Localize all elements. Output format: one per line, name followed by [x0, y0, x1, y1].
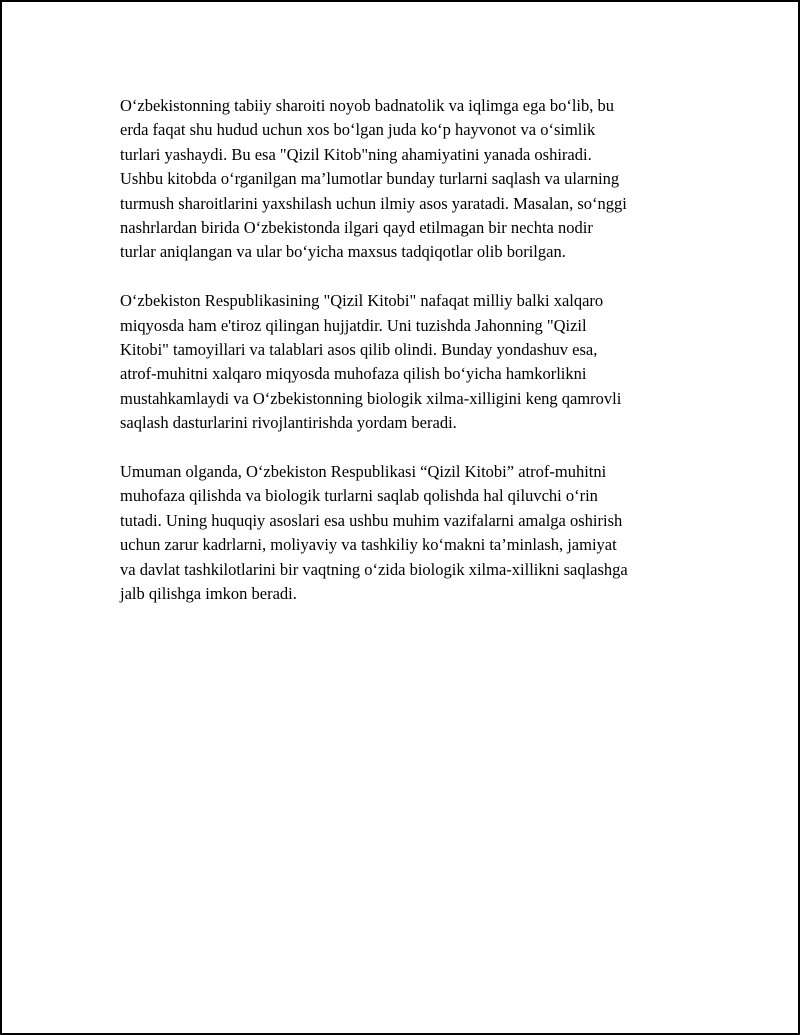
paragraph-2: O‘zbekiston Respublikasining "Qizil Kitobi" nafaqat milliy balki xalqaro miqyosda ham e'tiroz qilingan hujjatdir. Uni tuzishda Jahonning "Qizil Kitobi" tamoyillari va talablari asos qilib olindi. Bunday yondashuv esa, atrof-muhitni xalqaro miqyosda muhofaza qilish bo‘yicha hamkorlikni mustahkamlaydi va O‘zbekistonning biologik xilma-xilligini keng qamrovli saqlash dasturlarini rivojlantirishda yordam beradi.: [120, 291, 622, 433]
paragraph-3: Umuman olganda, O‘zbekiston Respublikasi “Qizil Kitobi” atrof-muhitni muhofaza qilishda va biologik turlarni saqlab qolishda hal qiluvchi o‘rin tutadi. Uning huquqiy asoslari esa ushbu muhim vazifalarni amalga oshirish uchun zarur kadrlarni, moliyaviy va tashkiliy ko‘makni ta’minlash, jamiyat va davlat tashkilotlarini bir vaqtning o‘zida biologik xilma-xillikni saqlashga jalb qilishga imkon beradi.: [120, 462, 628, 604]
paragraph-1: O‘zbekistonning tabiiy sharoiti noyob badnatolik va iqlimga ega bo‘lib, bu erda faqat shu hudud uchun xos bo‘lgan juda ko‘p hayvonot va o‘simlik turlari yashaydi. Bu esa "Qizil Kitob"ning ahamiyatini yanada oshiradi. Ushbu kitobda o‘rganilgan ma’lumotlar bunday turlarni saqlash va ularning turmush sharoitlarini yaxshilash uchun ilmiy asos yaratadi. Masalan, so‘nggi nashrlardan birida O‘zbekistonda ilgari qayd etilmagan bir nechta nodir turlar aniqlangan va ular bo‘yicha maxsus tadqiqotlar olib borilgan.: [120, 96, 627, 262]
document-body: [120, 94, 686, 631]
